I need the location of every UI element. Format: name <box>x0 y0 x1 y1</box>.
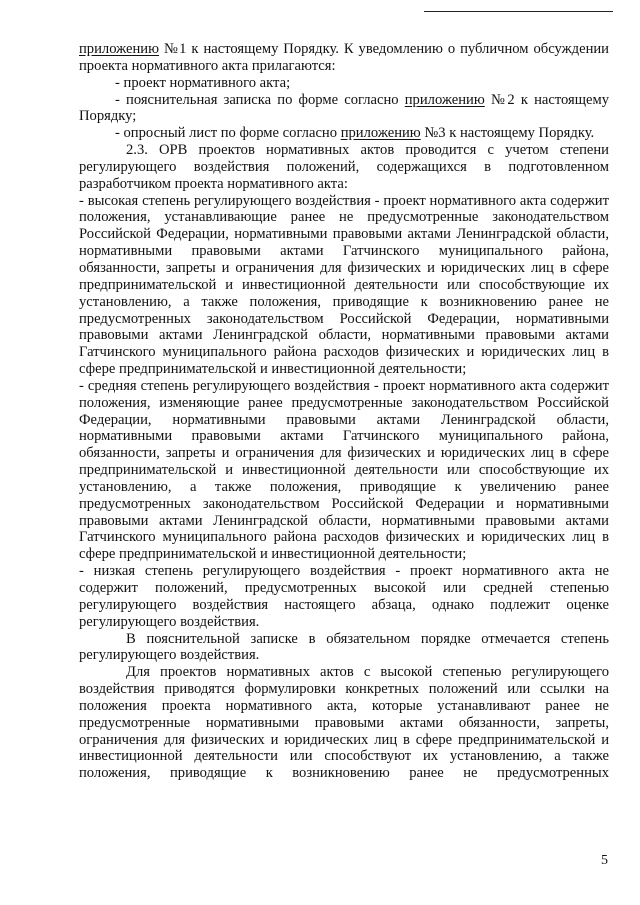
paragraph-low-degree: - низкая степень регулирующего воздействия - проект нормативного акта не содержит положений, предусмотренных высокой или средней степенью регулирующего воздействия настоящего абзаца, однако подлежит оценке регулирующего воздействия. <box>79 563 609 630</box>
paragraph-2-3: 2.3. ОРВ проектов нормативных актов проводится с учетом степени регулирующего воздействия положений, содержащихся в подготовленном разработчиком проекта нормативного акта: <box>79 142 609 192</box>
list-item-project: - проект нормативного акта; <box>115 74 291 91</box>
text-span: - опросный лист по форме согласно <box>115 125 341 142</box>
paragraph-appendix-1 <box>79 41 609 75</box>
paragraph-medium-degree: - средняя степень регулирующего воздействия - проект нормативного акта содержит положения, изменяющие ранее предусмотренные законодательством Российской Федерации, нормативными правовыми актами Ленинградской области, нормативными правовыми актами Гатчинского муниципального района, обязанности, запреты и ограничения для физических и юридических лиц в сфере предпринимательской и инвестиционной деятельности или способствующие их установлению, а также положения, приводящие к увеличению ранее предусмотренных законодательством Российской Федерации и нормативными правовыми актами Ленинградской области, нормативными правовыми актами Гатчинского муниципального района расходов физических и юридических лиц в сфере предпринимательской и инвестиционной деятельности; <box>79 377 609 563</box>
text-span: - пояснительная записка по форме согласно <box>115 91 405 108</box>
appendix-2-link[interactable]: приложению <box>404 91 485 108</box>
header-rule <box>424 11 613 12</box>
appendix-3-link[interactable]: приложению <box>340 125 421 142</box>
document-body <box>79 41 609 782</box>
text-span: №2 к настоящему Порядку; <box>79 91 610 125</box>
appendix-1-link[interactable]: приложению <box>79 41 160 57</box>
paragraph-high-degree-projects: Для проектов нормативных актов с высокой степенью регулирующего воздействия приводятся формулировки конкретных положений или ссылки на положения проекта нормативного акта, которые устанавливают ранее не предусмотренные нормативными правовыми актами обязанности, запреты, ограничения для физических и юридических лиц в сфере предпринимательской и инвестиционной деятельности или способствуют их установлению, а также положения, приводящие к возникновению ранее не предусмотренных <box>79 664 609 782</box>
paragraph-explanatory-note: В пояснительной записке в обязательном порядке отмечается степень регулирующего воздействия. <box>79 630 609 664</box>
paragraph-high-degree: - высокая степень регулирующего воздействия - проект нормативного акта содержит положения, устанавливающие ранее не предусмотренные законодательством Российской Федерации, нормативными правовыми актами Ленинградской области, нормативными правовыми актами Гатчинского муниципального района, обязанности, запреты и ограничения для физических и юридических лиц в сфере предпринимательской и инвестиционной деятельности или способствующие их установлению, а также положения, приводящие к возникновению ранее не предусмотренных законодательством Российской Федерации, нормативными правовыми актами Ленинградской области, нормативными правовыми актами Гатчинского муниципального района расходов физических и юридических лиц в сфере предпринимательской и инвестиционной деятельности; <box>79 192 609 378</box>
text-span: №1 к настоящему Порядку. К уведомлению о публичном обсуждении проекта нормативного акта прилагаются: <box>79 41 609 74</box>
text-span: №3 к настоящему Порядку. <box>420 125 595 142</box>
list-item-questionnaire <box>79 125 609 142</box>
list-item-explanatory-note <box>79 92 609 126</box>
page-number: 5 <box>601 853 608 868</box>
